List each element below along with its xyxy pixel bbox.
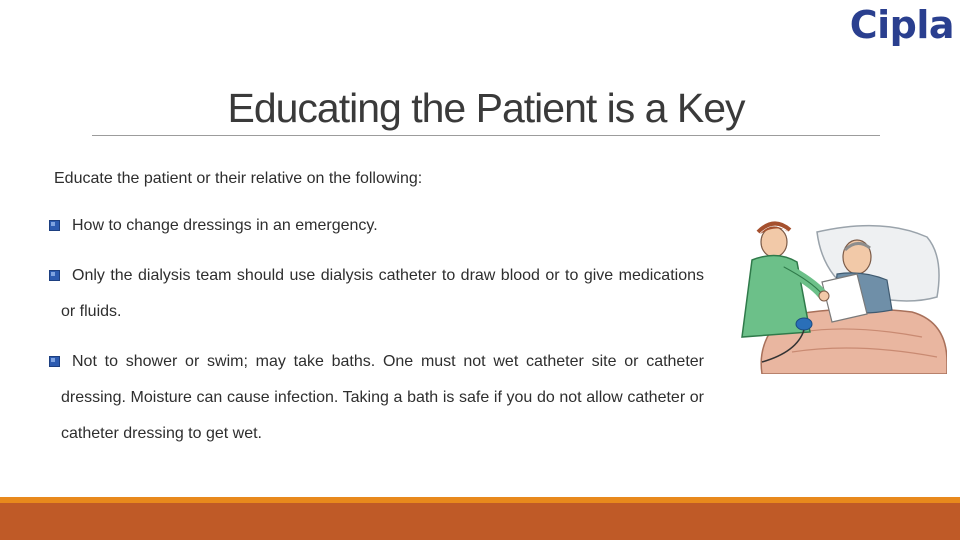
bullet-item [54,344,704,452]
intro-text: Educate the patient or their relative on the following: [54,170,423,187]
bullet-item [54,208,704,244]
checkbox-bullet-icon [49,356,60,367]
title-divider [92,135,880,136]
bullet-list [54,208,704,466]
cipla-logo: Cipla [849,3,954,47]
bullet-text: Only the dialysis team should use dialysis catheter to draw blood or to give medications or fluids. [61,267,704,320]
slide-title: Educating the Patient is a Key [227,85,745,131]
bullet-item [54,258,704,330]
bullet-text: Not to shower or swim; may take baths. One must not wet catheter site or catheter dressing. Moisture can cause infection. Taking a bath is safe if you do not allow catheter or catheter dressing to get wet. [61,353,704,442]
checkbox-bullet-icon [49,220,60,231]
nurse-caring-for-patient-illustration [722,212,947,374]
bullet-text: How to change dressings in an emergency. [72,217,378,234]
footer-bar [0,503,960,540]
checkbox-bullet-icon [49,270,60,281]
